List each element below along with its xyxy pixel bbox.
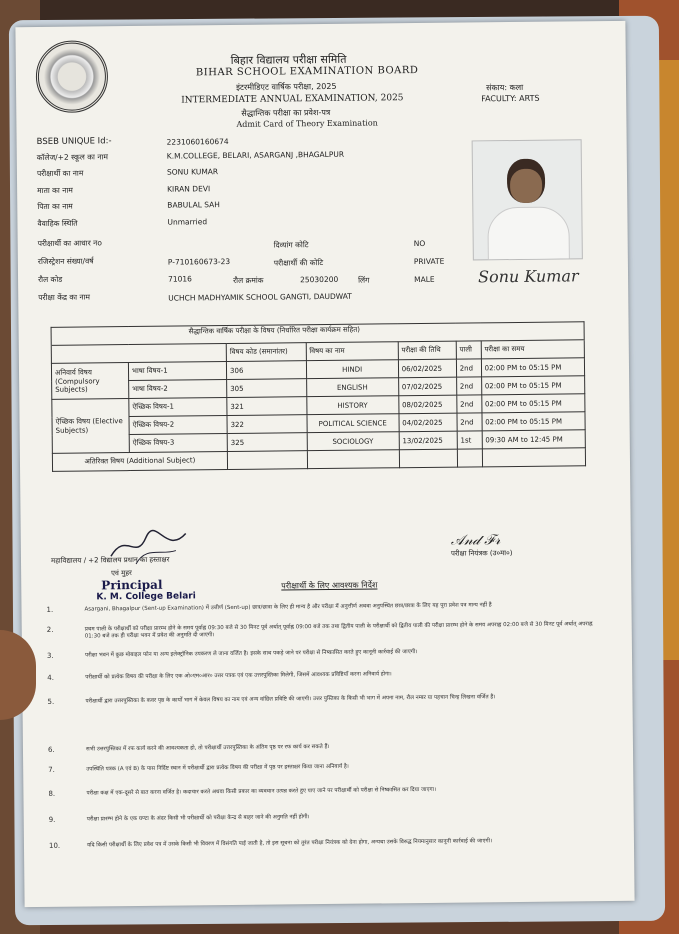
subject-code: 305 — [227, 379, 307, 398]
instruction-item: 8. परीक्षा कक्ष में एक-दूसरे से बात करना वर्जित है। कदाचार करते अथवा किसी प्रकार का व्यवधान उत्पन्न करते हुए पाए जाने पर परीक्षार्थी को परीक्षा से निष्कासित कर दिया जाएगा। — [48, 786, 437, 798]
subject-code: 321 — [227, 397, 307, 416]
exam-name-hindi: इंटरमीडिएट वार्षिक परीक्षा, 2025 — [236, 81, 337, 92]
subject-name: POLITICAL SCIENCE — [307, 414, 399, 433]
student-signature: Sonu Kumar — [477, 266, 579, 287]
subject-type: ऐच्छिक विषय-1 — [129, 398, 227, 417]
instructions-title: परीक्षार्थी के लिए आवश्यक निर्देश — [281, 580, 378, 591]
subject-code: 322 — [227, 415, 307, 434]
exam-name: INTERMEDIATE ANNUAL EXAMINATION, 2025 — [181, 93, 404, 106]
schedule-table — [51, 321, 586, 472]
instruction-item: 3. परीक्षा भवन में कुछ मोबाइल फोन या अन्य इलेक्ट्रॉनिक उपकरण ले जाना वर्जित है। इसके साथ पकड़े जाने पर परीक्षा से निष्कासित करते हुए कानूनी कार्रवाई की जाएगी। — [46, 649, 418, 660]
header-code: विषय कोड (समानांतर) — [226, 343, 306, 362]
exam-date: 08/02/2025 — [398, 395, 456, 414]
principal-seal-label: एवं मुहर — [111, 569, 132, 578]
admit-title: Admit Card of Theory Examination — [236, 118, 378, 129]
compulsory-label: अनिवार्य विषय (Compulsory Subjects) — [51, 363, 128, 400]
exam-shift: 2nd — [456, 359, 481, 377]
category-value: PRIVATE — [413, 256, 445, 267]
exam-shift: 2nd — [457, 413, 482, 431]
disability-label: दिव्यांग कोटि — [273, 240, 309, 250]
category-label: परीक्षार्थी की कोटि — [273, 258, 324, 268]
name-value: SONU KUMAR — [166, 167, 219, 177]
exam-shift: 2nd — [456, 395, 481, 413]
principal-label: महाविद्यालय / +2 विद्यालय प्रधान का हस्ताक्षर — [50, 555, 170, 565]
college-label: कॉलेज/+2 स्कूल का नाम — [36, 152, 108, 163]
disability-value: NO — [413, 238, 426, 249]
controller-label: परीक्षा नियंत्रक (उ०मा०) — [450, 549, 513, 558]
elective-label: ऐच्छिक विषय (Elective Subjects) — [52, 399, 130, 454]
additional-label: अतिरिक्त विषय (Additional Subject) — [52, 452, 227, 472]
subject-name: ENGLISH — [306, 378, 398, 397]
header-time: परीक्षा का समय — [481, 340, 585, 359]
mother-label: माता का नाम — [37, 185, 73, 195]
college-value: K.M.COLLEGE, BELARI, ASARGANJ ,BHAGALPUR — [166, 149, 345, 161]
faculty-hindi: संकाय: कला — [486, 82, 524, 93]
exam-time: 02:00 PM to 05:15 PM — [481, 394, 585, 413]
roll-code-label: रौल कोड — [38, 274, 63, 284]
name-label: परीक्षार्थी का नाम — [36, 168, 84, 179]
father-label: पिता का नाम — [37, 201, 73, 211]
subject-name: HISTORY — [306, 396, 398, 415]
centre-value: UCHCH MADHYAMIK SCHOOL GANGTI, DAUDWAT — [168, 291, 352, 303]
instruction-item: 10. यदि किसी परीक्षार्थी के लिए प्रवेश पत्र में उसके किसी भी विवरण में विसंगति पाई जाती है, तो इस सूचना को तुरंत परीक्षा नियंत्रक को देना होगा, अन्यथा उसके विरुद्ध नियमानुसार कानूनी कार्रवाई की जाएगी। — [48, 838, 493, 850]
roll-no-label: रौल क्रमांक — [233, 275, 264, 285]
student-photo — [472, 139, 583, 260]
instruction-item: 9. परीक्षा प्रारम्भ होने के एक घण्टा के अंदर किसी भी परीक्षार्थी को परीक्षा केन्द्र से बाहर जाने की अनुमति नहीं होगी। — [48, 814, 310, 824]
instruction-item: 5. परीक्षार्थी द्वारा उत्तरपुस्तिका के कवर पृष्ठ के कार्यों भाग में केवल विषय का नाम एवं अन्य वांछित प्रविष्टि की जाएगी। उत्तर पुस्तिका के किसी भी भाग में अपना नाम, रौल नम्बर या पहचान चिन्ह लिखना वर्जित है। — [47, 694, 496, 706]
college-stamp: K. M. College Belari — [96, 591, 196, 603]
admit-hindi: सैद्धान्तिक परीक्षा का प्रवेश-पत्र — [241, 107, 331, 118]
gender-value: MALE — [414, 274, 435, 285]
roll-no-value: 25030200 — [300, 274, 339, 285]
reg-value: P-710160673-23 — [167, 256, 231, 267]
roll-code-value: 71016 — [168, 274, 192, 284]
aadhar-label: परीक्षार्थी का आधार नo — [37, 238, 102, 248]
exam-time: 02:00 PM to 05:15 PM — [482, 412, 586, 431]
gender-label: लिंग — [358, 275, 370, 285]
principal-stamp: Principal — [101, 577, 163, 593]
father-value: BABULAL SAH — [167, 200, 220, 210]
subject-type: ऐच्छिक विषय-3 — [129, 434, 227, 453]
subject-name: HINDI — [306, 360, 398, 379]
subject-type: भाषा विषय-2 — [129, 380, 227, 399]
exam-date: 06/02/2025 — [398, 359, 456, 378]
bseb-seal-logo — [36, 40, 109, 113]
instruction-item: 7. उपस्थिति पत्रक (A एवं B) के पास निर्दिष्ट स्थान में परीक्षार्थी द्वारा प्रत्येक विषय की परीक्षा में पृष्ठ पर हस्ताक्षर किया जाना अनिवार्य है। — [48, 763, 349, 774]
exam-date: 07/02/2025 — [398, 377, 456, 396]
admit-card — [15, 21, 634, 907]
subject-code: 306 — [226, 361, 306, 380]
exam-time: 02:00 PM to 05:15 PM — [481, 358, 585, 377]
exam-shift: 2nd — [456, 377, 481, 395]
marital-label: वैवाहिक स्थिति — [37, 218, 78, 228]
exam-date: 13/02/2025 — [399, 431, 457, 450]
uid-label: BSEB UNIQUE Id:- — [36, 136, 112, 148]
exam-time: 09:30 AM to 12:45 PM — [482, 430, 586, 449]
subject-type: ऐच्छिक विषय-2 — [129, 416, 227, 435]
subject-name: SOCIOLOGY — [307, 432, 399, 451]
subject-code: 325 — [227, 433, 307, 452]
reg-label: रजिस्ट्रेशन संख्या/वर्ष — [37, 256, 94, 266]
exam-time: 02:00 PM to 05:15 PM — [481, 376, 585, 395]
subject-type: भाषा विषय-1 — [128, 362, 226, 381]
faculty: FACULTY: ARTS — [481, 93, 540, 104]
uid-value: 2231060160674 — [166, 136, 229, 147]
instruction-item: 4. परीक्षार्थी को प्रत्येक विषय की परीक्षा के लिए एक ओ०एम०आर० उत्तर पत्रक एवं एक उत्तरपुस्तिका मिलेगी, जिसमें आवश्यक प्रविष्टियाँ करना अनिवार्य होगा। — [47, 671, 392, 682]
schedule-title: सैद्धान्तिक वार्षिक परीक्षा के विषय (निर्धारित परीक्षा कार्यक्रम सहित) — [188, 325, 361, 336]
instruction-item: 6. सभी उत्तरपुस्तिका में रफ कार्य करने की आवश्यकता हो, तो परीक्षार्थी उत्तरपुस्तिका के अंतिम पृष्ठ पर रफ कार्य कर सकते हैं। — [47, 743, 330, 754]
instruction-item: 1. Asargani, Bhagalpur (Sent-up Examination) में उत्तीर्ण (Sent-up) छात्र/छात्रा के लिए ही मान्य है और परीक्षा में अनुत्तीर्ण अथवा अनुपस्थित छात्र/छात्रा के लिए यह पूरा प्रवेश पत्र मान्य नहीं है — [46, 602, 492, 614]
controller-signature-mark: 𝒜𝓃𝒹 ℱ𝓇 — [450, 532, 501, 549]
header-shift: पाली — [456, 341, 481, 359]
board-name-hindi: बिहार विद्यालय परीक्षा समिति — [230, 52, 347, 67]
header-date: परीक्षा की तिथि — [398, 341, 456, 360]
instruction-item: 2. प्रथम पाली के परीक्षार्थी को परीक्षा प्रारम्भ होने के समय पूर्वाह्न 09:30 बजे से 30 मिनट पूर्व अर्थात् पूर्वाह्न 09:00 बजे तक तथा द्वितीय पाली के परीक्षार्थी को द्वितीय पाली की परीक्षा प्रारम्भ होने के समय अपराह्न 02:00 बजे से 30 मिनट पूर्व अर्थात् अपराह्न 01:30 बजे तक ही परीक्षा भवन में प्रवेश की अनुमति दी जाएगी। — [46, 621, 593, 640]
marital-value: Unmarried — [167, 217, 208, 227]
centre-label: परीक्षा केंद्र का नाम — [38, 292, 91, 302]
header-name: विषय का नाम — [306, 342, 398, 361]
exam-date: 04/02/2025 — [399, 413, 457, 432]
board-name: BIHAR SCHOOL EXAMINATION BOARD — [195, 65, 419, 79]
exam-shift: 1st — [457, 431, 482, 449]
mother-value: KIRAN DEVI — [167, 184, 211, 194]
